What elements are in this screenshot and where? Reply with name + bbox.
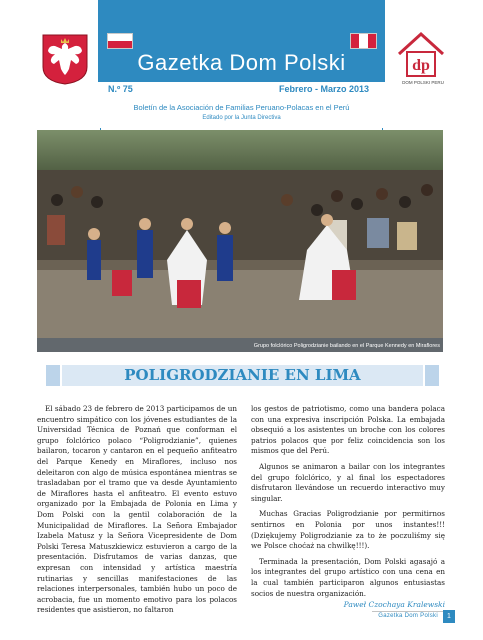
footer-divider bbox=[372, 611, 445, 612]
peru-flag-icon bbox=[350, 33, 377, 49]
issue-number: N.º 75 bbox=[108, 84, 133, 94]
article-headline: POLIGRODZIANIE EN LIMA bbox=[62, 365, 423, 386]
article-column-left bbox=[37, 404, 237, 621]
page-number: 1 bbox=[443, 610, 455, 623]
article-paragraph: los gestos de patriotismo, como una bandera polaca con una expresiva inscripción Polska. La embajada obsequió a los asistentes un broche con los colores patrios polacos que por feliz coincidencia son los mismos que del Perú. bbox=[251, 404, 445, 456]
footer-publication: Gazetka Dom Polski bbox=[378, 613, 438, 619]
issue-row bbox=[98, 84, 385, 98]
article-paragraph: El sábado 23 de febrero de 2013 participamos de un encuentro simpático con los jóvenes estudiantes de la Universidad Técnica de Poznań que conforman el grupo folclórico polaco “Poligrodzianie”, quienes bailaron, tocaron y cantaron en el pequeño anfiteatro del Parque Kenedy en Miraflores, incluso nos deleitaron con algo de música espontánea mientras se trasladaban por el tramo que va desde Ayuntamiento de Miraflores hasta el anfiteatro. El evento estuvo organizado por la Embajada de Polonia en Lima y Dom Polski con la gentil colaboración de la Municipalidad de Miraflores. La Señora Embajador Izabela Matusz y la Señora Vicepresidente de Dom Polski Teresa Matuszkiewicz estuvieron a cargo de la presentación. Disfrutamos de varias danzas, que expresan con intensidad y artística maestría rutinarias y sencillas manifestaciones de las relaciones interpersonales, también hubo un poco de acrobacia, fue un momento emotivo para los polacos residentes que asistieron, no faltaron bbox=[37, 404, 237, 615]
issue-date: Febrero - Marzo 2013 bbox=[278, 84, 369, 94]
publication-subtitle: Boletín de la Asociación de Familias Peruano-Polacas en el Perú bbox=[133, 103, 350, 112]
article-paragraph: Algunos se animaron a bailar con los integrantes del grupo folclórico, y al final los espectadores disfrutaron llevándose un recuerdo interactivo muy singular. bbox=[251, 461, 445, 503]
poland-flag-icon bbox=[107, 33, 133, 49]
photo-caption: Grupo folclórico Poligrodzianie bailando en el Parque Kennedy en Miraflores bbox=[253, 343, 440, 349]
article-author: Paweł Czochaya Kralewski bbox=[343, 600, 445, 609]
svg-text:dp: dp bbox=[412, 57, 430, 74]
headline-band-left bbox=[46, 365, 60, 386]
article-column-right bbox=[251, 404, 445, 604]
logo-text: DOM POLSKI PERU bbox=[402, 80, 444, 85]
polish-eagle-emblem bbox=[41, 33, 89, 85]
article-paragraph: Terminada la presentación, Dom Polski agasajó a los integrantes del grupo artístico con una cena en la cual también participaron algunos entusiastas socios de nuestra organización. bbox=[251, 556, 445, 598]
publication-title: Gazetka Dom Polski bbox=[137, 50, 346, 75]
editor-line: Editado por la Junta Directiva bbox=[202, 115, 281, 121]
article-photo bbox=[37, 130, 443, 352]
headline-band-right bbox=[425, 365, 439, 386]
article-paragraph: Muchas Gracias Poligrodzianie por permitirnos sentirnos en Polonia por unos instantes!!! (Dziękujemy Poligrodzianie za to że poczuliśmy się we Polsce choćaż na chwilkę!!!). bbox=[251, 509, 445, 551]
